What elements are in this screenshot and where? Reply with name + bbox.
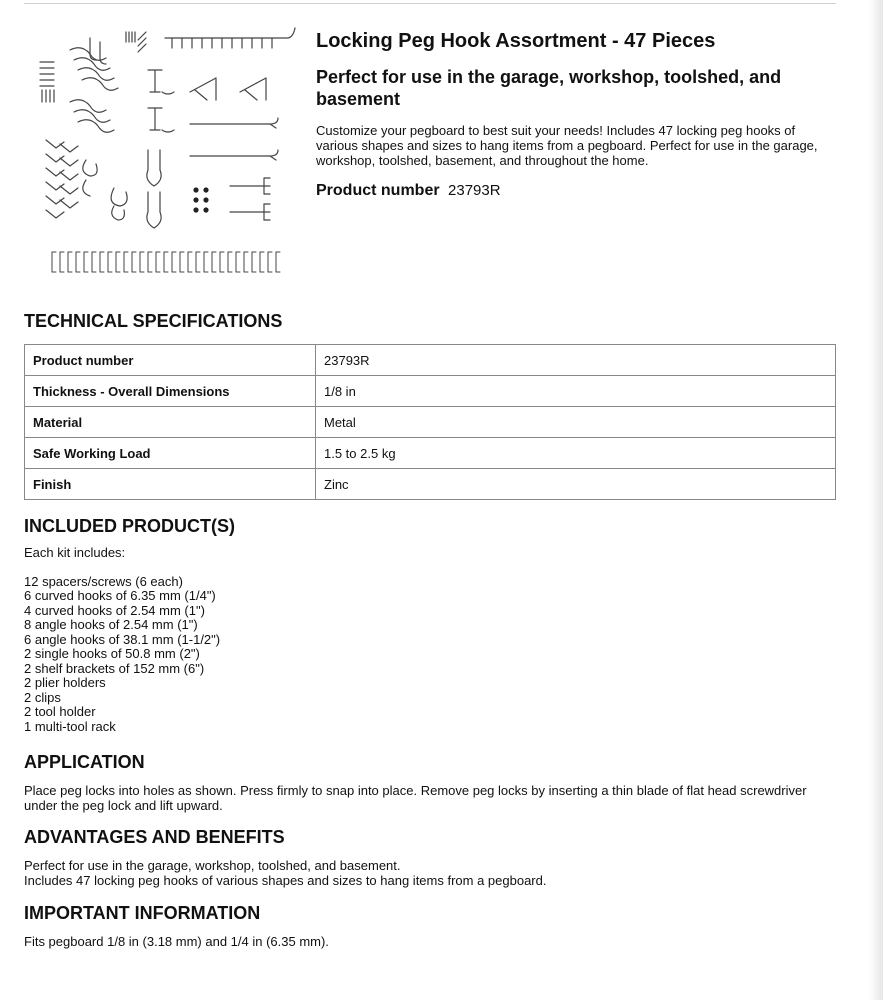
t-hooks-icon — [148, 70, 174, 132]
list-item: 8 angle hooks of 2.54 mm (1") — [24, 617, 198, 632]
table-row — [25, 438, 836, 469]
list-item: 2 tool holder — [24, 704, 96, 719]
list-item: 2 clips — [24, 689, 61, 705]
list-item: 6 curved hooks of 6.35 mm (1/4") — [24, 588, 216, 603]
table-row — [25, 407, 836, 438]
peg-locks-row-icon — [52, 252, 280, 272]
important-section — [24, 902, 838, 950]
spec-label: Thickness - Overall Dimensions — [25, 376, 316, 407]
spec-label: Safe Working Load — [25, 438, 316, 469]
spec-value: Metal — [316, 407, 836, 438]
important-heading: IMPORTANT INFORMATION — [24, 903, 261, 923]
page-edge-shadow — [869, 0, 883, 1000]
spec-value: 1.5 to 2.5 kg — [316, 438, 836, 469]
multi-tool-rack-icon — [193, 187, 208, 212]
product-title: Locking Peg Hook Assortment - 47 Pieces — [316, 30, 716, 52]
product-description: Customize your pegboard to best suit your needs! Includes 47 locking peg hooks of various shapes and sizes to hang items from a pegboard. Perfect for use in the garage, workshop, toolshed, basement, and throughout the home. — [316, 123, 818, 168]
list-item: 12 spacers/screws (6 each) — [24, 573, 183, 589]
specs-section — [24, 310, 838, 332]
list-item: 4 curved hooks of 2.54 mm (1") — [24, 602, 205, 618]
list-item: 1 multi-tool rack — [24, 718, 116, 734]
spec-label: Product number — [25, 345, 316, 376]
specs-table — [24, 344, 836, 500]
product-summary — [316, 29, 838, 200]
clip-icon — [83, 160, 127, 220]
angle-hooks-icon — [190, 78, 266, 100]
peg-hook-assortment-illustration — [30, 20, 300, 285]
product-number-value: 23793R — [448, 182, 501, 199]
application-text: Place peg locks into holes as shown. Press firmly to snap into place. Remove peg locks by inserting a thin blade of flat head screwdriver under the peg lock and lift upward. — [24, 783, 807, 813]
product-subtitle: Perfect for use in the garage, workshop, toolshed, and basement — [316, 67, 782, 109]
list-item: 6 angle hooks of 38.1 mm (1-1/2") — [24, 631, 221, 647]
long-hooks-icon — [190, 118, 278, 160]
application-section — [24, 751, 838, 813]
spec-label: Material — [25, 407, 316, 438]
curved-hooks-icon — [70, 38, 118, 132]
spec-value: 23793R — [316, 345, 836, 376]
included-intro: Each kit includes: — [24, 545, 126, 560]
advantages-line: Includes 47 locking peg hooks of various shapes and sizes to hang items from a pegboard. — [24, 872, 547, 888]
advantages-heading: ADVANTAGES AND BENEFITS — [24, 827, 285, 847]
list-item: 2 shelf brackets of 152 mm (6") — [24, 660, 205, 676]
list-item: 2 single hooks of 50.8 mm (2") — [24, 646, 200, 661]
table-row — [25, 469, 836, 500]
shelf-bracket-icon — [165, 28, 295, 48]
e-hooks-icon — [230, 178, 270, 220]
table-row — [25, 376, 836, 407]
included-section — [24, 515, 838, 734]
table-row — [25, 345, 836, 376]
spec-label: Finish — [25, 469, 316, 500]
important-text: Fits pegboard 1/8 in (3.18 mm) and 1/4 in (6.35 mm). — [24, 934, 329, 949]
included-heading: INCLUDED PRODUCT(S) — [24, 516, 235, 536]
product-number-label: Product number — [316, 182, 440, 199]
spacer-stack-icon — [40, 32, 146, 102]
list-item: 2 plier holders — [24, 675, 106, 690]
specs-heading: TECHNICAL SPECIFICATIONS — [24, 311, 283, 331]
advantages-section — [24, 826, 838, 888]
included-list — [24, 575, 838, 735]
spec-value: 1/8 in — [316, 376, 836, 407]
small-angle-hooks-icon — [46, 140, 78, 218]
plier-holder-icon — [147, 150, 161, 228]
advantages-line: Perfect for use in the garage, workshop, toolshed, and basement. — [24, 858, 401, 873]
product-number — [316, 182, 838, 200]
top-divider — [24, 3, 836, 4]
application-heading: APPLICATION — [24, 752, 145, 772]
spec-value: Zinc — [316, 469, 836, 500]
